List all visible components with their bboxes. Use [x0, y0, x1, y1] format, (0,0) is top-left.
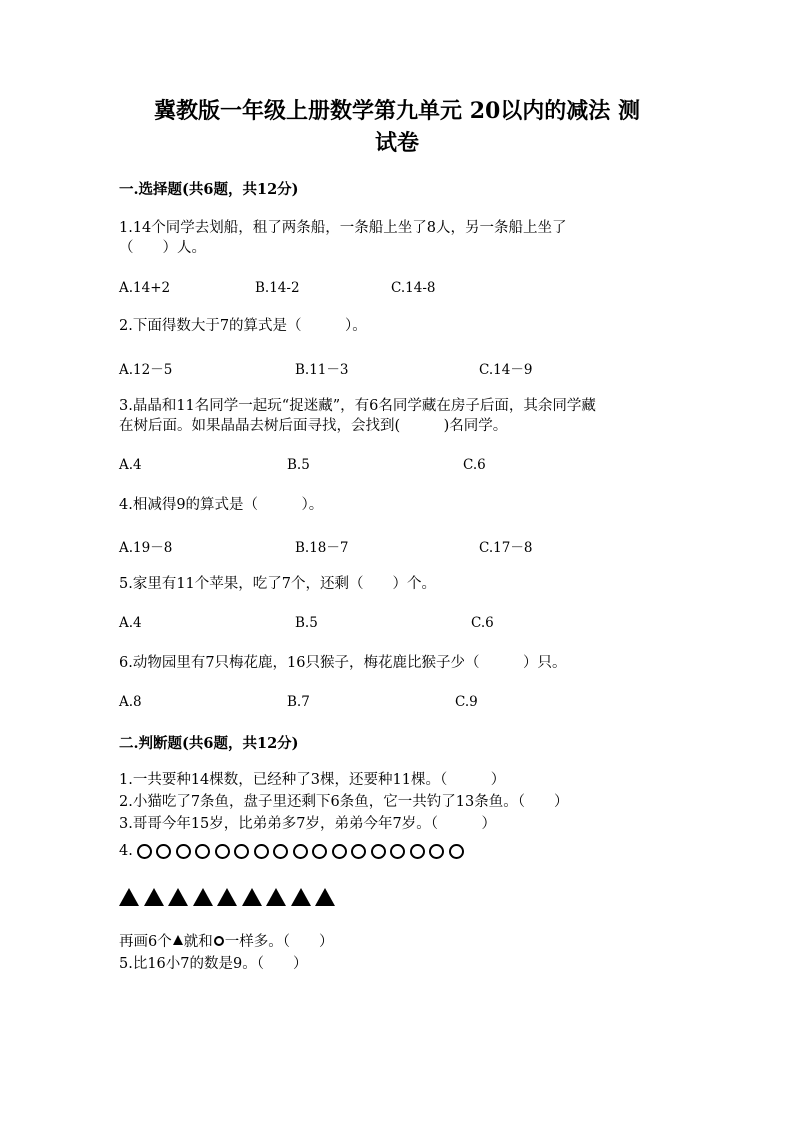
judgment-4-circle-row [119, 841, 468, 861]
question-6-option-a: A.8 [119, 694, 142, 710]
triangle-shape [217, 888, 237, 906]
circle-shape [273, 844, 288, 859]
question-1-option-c: C.14-8 [391, 280, 436, 296]
question-4-option-c: C.17－8 [479, 540, 533, 556]
judgment-5: 5.比16小7的数是9。（ ） [119, 956, 308, 972]
question-5-option-c: C.6 [471, 615, 494, 631]
judgment-4-label: 4. [119, 843, 133, 859]
page-title [110, 95, 684, 159]
section-heading-judgment: 二.判断题(共6题，共12分) [119, 735, 299, 752]
circle-shape [351, 844, 366, 859]
circle-shape [371, 844, 386, 859]
question-2-option-b: B.11－3 [295, 362, 349, 378]
question-2-line1: 2.下面得数大于7的算式是（ ）。 [119, 318, 367, 334]
page-title-line1: 冀教版一年级上册数学第九单元 20以内的减法 测 [154, 98, 640, 124]
triangle-shape [144, 888, 164, 906]
question-3-line2: 在树后面。如果晶晶去树后面寻找，会找到( )名同学。 [119, 418, 508, 434]
judgment-4-triangle-row [119, 888, 340, 906]
triangle-shape [193, 888, 213, 906]
question-3-option-a: A.4 [119, 457, 142, 473]
question-3-option-c: C.6 [463, 457, 486, 473]
question-5-line1: 5.家里有11个苹果，吃了7个，还剩（ ）个。 [119, 576, 437, 592]
question-4-option-b: B.18－7 [295, 540, 349, 556]
circle-shape [234, 844, 249, 859]
triangle-shape [119, 888, 139, 906]
triangle-shape [242, 888, 262, 906]
page-title-line2: 试卷 [374, 130, 419, 156]
judgment-4-text [119, 932, 333, 952]
circle-shape [293, 844, 308, 859]
question-5-option-a: A.4 [119, 615, 142, 631]
circle-shape [215, 844, 230, 859]
judgment-4-text-a: 再画6个 [119, 934, 172, 950]
circle-shape [410, 844, 425, 859]
judgment-3: 3.哥哥今年15岁，比弟弟多7岁，弟弟今年7岁。（ ） [119, 816, 496, 832]
section-heading-choice: 一.选择题(共6题，共12分) [119, 181, 299, 198]
question-1-option-a: A.14+2 [119, 280, 171, 296]
judgment-4-text-b: 就和 [183, 934, 213, 950]
triangle-shape [266, 888, 286, 906]
circle-shape [332, 844, 347, 859]
question-3-option-b: B.5 [287, 457, 310, 473]
question-5-option-b: B.5 [295, 615, 318, 631]
question-1-line2: （ ）人。 [119, 240, 206, 256]
question-3-line1: 3.晶晶和11名同学一起玩“捉迷藏”，有6名同学藏在房子后面，其余同学藏 [119, 398, 596, 414]
question-1-option-b: B.14-2 [255, 280, 300, 296]
question-6-option-b: B.7 [287, 694, 310, 710]
circle-shape [449, 844, 464, 859]
circle-shape [429, 844, 444, 859]
circle-shape [156, 844, 171, 859]
circle-group [137, 844, 469, 859]
question-6-line1: 6.动物园里有7只梅花鹿，16只猴子，梅花鹿比猴子少（ ）只。 [119, 655, 567, 671]
triangle-icon [173, 935, 183, 945]
circle-shape [312, 844, 327, 859]
circle-shape [254, 844, 269, 859]
triangle-shape [168, 888, 188, 906]
question-2-option-a: A.12－5 [119, 362, 173, 378]
circle-icon [214, 936, 224, 946]
circle-shape [195, 844, 210, 859]
triangle-shape [315, 888, 335, 906]
question-4-line1: 4.相减得9的算式是（ ）。 [119, 497, 324, 513]
judgment-1: 1.一共要种14棵数，已经种了3棵，还要种11棵。（ ） [119, 772, 506, 788]
question-1-line1: 1.14个同学去划船，租了两条船，一条船上坐了8人，另一条船上坐了 [119, 220, 567, 236]
circle-shape [137, 844, 152, 859]
question-6-option-c: C.9 [455, 694, 478, 710]
judgment-2: 2.小猫吃了7条鱼，盘子里还剩下6条鱼，它一共钓了13条鱼。（ ） [119, 794, 569, 810]
judgment-4-text-c: 一样多。（ ） [224, 934, 334, 950]
circle-shape [176, 844, 191, 859]
question-4-option-a: A.19－8 [119, 540, 173, 556]
circle-shape [390, 844, 405, 859]
question-2-option-c: C.14－9 [479, 362, 533, 378]
triangle-shape [291, 888, 311, 906]
